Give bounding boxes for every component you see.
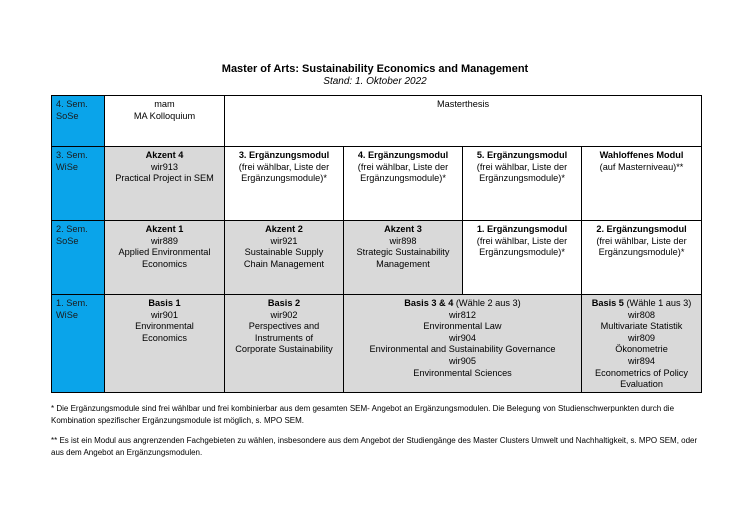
module-akzent-4: Akzent 4 wir913 Practical Project in SEM [105, 147, 225, 221]
page-subtitle: Stand: 1. Oktober 2022 [323, 76, 427, 87]
row-semester-4 [52, 96, 702, 147]
module-akzent-3: Akzent 3 wir898 Strategic Sustainability Management [344, 221, 463, 295]
module-ergaenzung-4: 4. Ergänzungsmodul (frei wählbar, Liste der Ergänzungsmodule)* [344, 147, 463, 221]
module-ergaenzung-5: 5. Ergänzungsmodul (frei wählbar, Liste der Ergänzungsmodule)* [463, 147, 582, 221]
module-akzent-2: Akzent 2 wir921 Sustainable Supply Chain Management [225, 221, 344, 295]
module-basis-2: Basis 2 wir902 Perspectives and Instruments of Corporate Sustainability [225, 295, 344, 393]
semester-label: 1. Sem. WiSe [52, 295, 105, 393]
module-basis-3-4: Basis 3 & 4 (Wähle 2 aus 3) wir812 Environmental Law wir904 Environmental and Sustainability Governance wir905 Environmental Sciences [344, 295, 582, 393]
module-akzent-1: Akzent 1 wir889 Applied Environmental Economics [105, 221, 225, 295]
footnote-erganzungsmodule: * Die Ergänzungsmodule sind frei wählbar und frei kombinierbar aus dem gesamten SEM- Angebot an Ergänzungsmodulen. Die Belegung von Studienschwerpunkten durch die Kombination spezifischer Ergänzungsmodule ist möglich, s. MPO SEM. [51, 404, 675, 425]
semester-label: 3. Sem. WiSe [52, 147, 105, 221]
row-semester-1 [52, 295, 702, 393]
module-ergaenzung-3: 3. Ergänzungsmodul (frei wählbar, Liste der Ergänzungsmodule)* [225, 147, 344, 221]
module-basis-5: Basis 5 (Wähle 1 aus 3) wir808 Multivariate Statistik wir809 Ökonometrie wir894 Econometrics of Policy Evaluation [582, 295, 702, 393]
module-ergaenzung-1: 1. Ergänzungsmodul (frei wählbar, Liste der Ergänzungsmodule)* [463, 221, 582, 295]
row-semester-2 [52, 221, 702, 295]
semester-label: 4. Sem. SoSe [52, 96, 105, 147]
module-ergaenzung-2: 2. Ergänzungsmodul (frei wählbar, Liste der Ergänzungsmodule)* [582, 221, 702, 295]
module-basis-1: Basis 1 wir901 Environmental Economics [105, 295, 225, 393]
curriculum-table [51, 95, 702, 393]
module-ma-kolloquium: mam MA Kolloquium [105, 96, 225, 147]
page-title: Master of Arts: Sustainability Economics and Management [221, 63, 529, 75]
module-wahloffen: Wahloffenes Modul (auf Masterniveau)** [582, 147, 702, 221]
semester-label: 2. Sem. SoSe [52, 221, 105, 295]
module-masterthesis: Masterthesis [225, 96, 702, 147]
footnote-wahloffen: ** Es ist ein Modul aus angrenzenden Fachgebieten zu wählen, insbesondere aus dem Angebot der Studiengänge des Master Clusters Umwelt und Nachhaltigkeit, s. MPO SEM, oder aus dem Angebot an Ergänzungsmodulen. [51, 436, 698, 457]
row-semester-3 [52, 147, 702, 221]
